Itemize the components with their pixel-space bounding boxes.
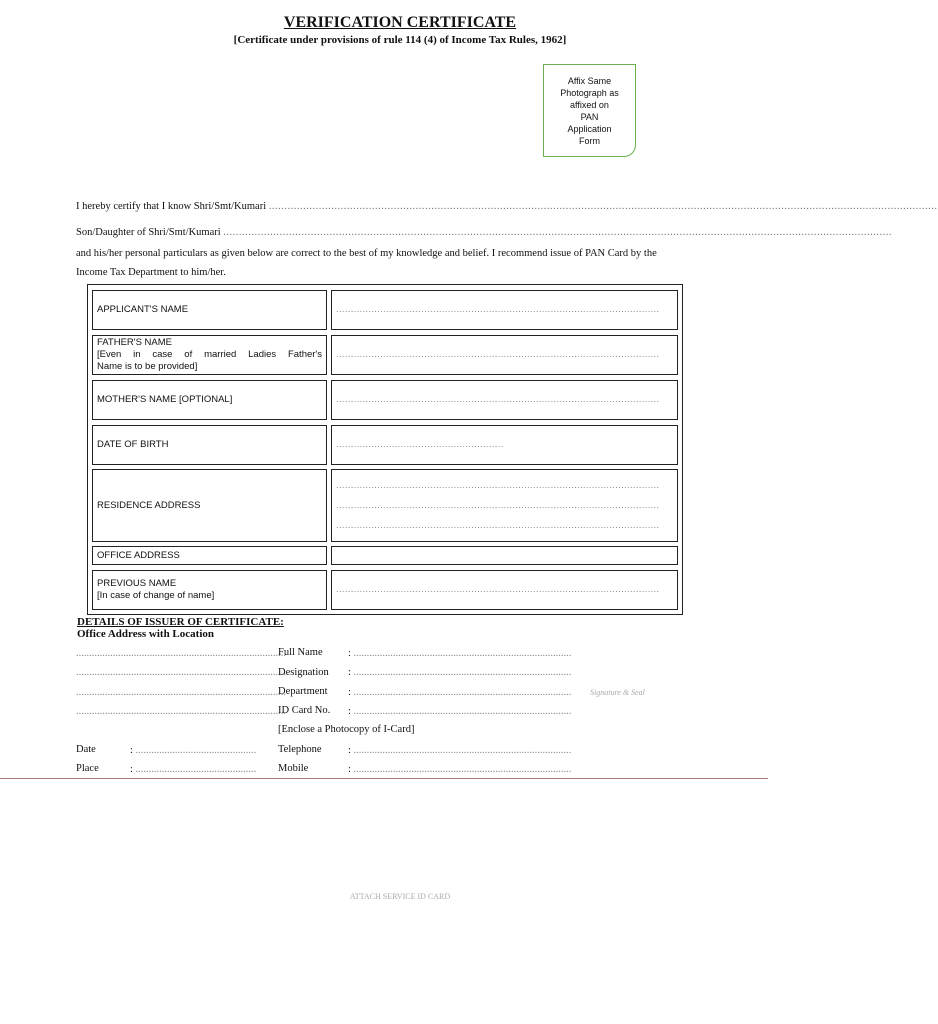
office-address-line-2[interactable]: ................................................................................ bbox=[76, 667, 286, 678]
photo-box-line: Photograph as bbox=[560, 87, 619, 98]
field-telephone[interactable]: : ................................................................................... bbox=[348, 745, 572, 756]
office-address-line-1[interactable]: ................................................................................ bbox=[76, 648, 286, 659]
certify-fill-2: ...................................................................................................................................................................................................................... bbox=[223, 227, 893, 238]
office-address-line-4[interactable]: ................................................................................ bbox=[76, 706, 286, 717]
father-note-line-2: Name is to be provided] bbox=[97, 361, 198, 372]
certify-line-2[interactable] bbox=[76, 227, 893, 238]
label-mother-name: MOTHER'S NAME [OPTIONAL] bbox=[92, 380, 327, 420]
page-subtitle: [Certificate under provisions of rule 114 (4) of Income Tax Rules, 1962] bbox=[233, 34, 567, 46]
field-mobile[interactable]: : ................................................................................... bbox=[348, 764, 572, 775]
label-residence-address: RESIDENCE ADDRESS bbox=[92, 469, 327, 542]
certify-line-1[interactable] bbox=[76, 201, 938, 212]
photo-box-line: PAN bbox=[580, 111, 599, 122]
label-date: Date bbox=[76, 744, 96, 755]
label-designation: Designation bbox=[278, 667, 329, 678]
label-id-card: ID Card No. bbox=[278, 705, 331, 716]
field-date-of-birth[interactable]: ......................................................... bbox=[331, 425, 678, 465]
label-place: Place bbox=[76, 763, 99, 774]
label-telephone: Telephone bbox=[278, 744, 322, 755]
photo-box-line: Affix Same bbox=[567, 75, 612, 86]
label-office-address: OFFICE ADDRESS bbox=[92, 546, 327, 565]
issuer-subheading: Office Address with Location bbox=[77, 628, 214, 640]
label-previous-name: PREVIOUS NAME [In case of change of name] bbox=[92, 570, 327, 610]
photo-box-line: Application bbox=[567, 123, 612, 134]
label-full-name: Full Name bbox=[278, 647, 323, 658]
photo-box bbox=[543, 64, 636, 157]
office-address-line-3[interactable]: ................................................................................ bbox=[76, 687, 286, 698]
enclose-note: [Enclose a Photocopy of I-Card] bbox=[278, 724, 415, 735]
field-father-name[interactable]: .............................................................................................................. bbox=[331, 335, 678, 375]
label-date-of-birth: DATE OF BIRTH bbox=[92, 425, 327, 465]
divider bbox=[0, 778, 768, 779]
father-note-line-1: [Even in case of married Ladies Father's bbox=[97, 349, 322, 360]
photo-box-line: affixed on bbox=[570, 99, 609, 110]
label-father-name: FATHER'S NAME [Even in case of married Ladies Father's Name is to be provided] bbox=[92, 335, 327, 375]
field-applicant-name[interactable]: .............................................................................................................. bbox=[331, 290, 678, 330]
label-applicant-name: APPLICANT'S NAME bbox=[92, 290, 327, 330]
field-date[interactable]: : .............................................. bbox=[130, 745, 257, 756]
certify-label-2: Son/Daughter of Shri/Smt/Kumari bbox=[76, 227, 221, 238]
field-residence-address[interactable]: .............................................................................................................. .............................................................................................................. .............................................................................................................. bbox=[331, 469, 678, 542]
field-place[interactable]: : .............................................. bbox=[130, 764, 257, 775]
certify-label-1: I hereby certify that I know Shri/Smt/Kumari bbox=[76, 201, 267, 212]
label-mobile: Mobile bbox=[278, 763, 309, 774]
previous-name-note: [In case of change of name] bbox=[97, 590, 215, 601]
field-office-address[interactable] bbox=[331, 546, 678, 565]
field-department[interactable]: : ................................................................................... bbox=[348, 687, 572, 698]
field-id-card[interactable]: : ................................................................................... bbox=[348, 706, 572, 717]
photo-box-line: Form bbox=[578, 135, 600, 146]
attach-id-card-label: ATTACH SERVICE ID CARD bbox=[349, 892, 451, 901]
field-mother-name[interactable]: .............................................................................................................. bbox=[331, 380, 678, 420]
field-designation[interactable]: : ................................................................................... bbox=[348, 667, 572, 678]
signature-seal-label: Signature & Seal bbox=[590, 688, 645, 697]
page-title: VERIFICATION CERTIFICATE bbox=[283, 14, 517, 31]
field-full-name[interactable]: : ................................................................................... bbox=[348, 648, 572, 659]
certify-fill-1: ...................................................................................................................................................................................................................... bbox=[268, 201, 938, 212]
issuer-heading: DETAILS OF ISSUER OF CERTIFICATE: bbox=[77, 616, 284, 628]
field-previous-name[interactable]: .............................................................................................................. bbox=[331, 570, 678, 610]
label-department: Department bbox=[278, 686, 328, 697]
certify-paragraph: and his/her personal particulars as given below are correct to the best of my knowledge and belief. I recommend issue of PAN Card by the Income Tax Department to him/her. bbox=[76, 248, 657, 278]
